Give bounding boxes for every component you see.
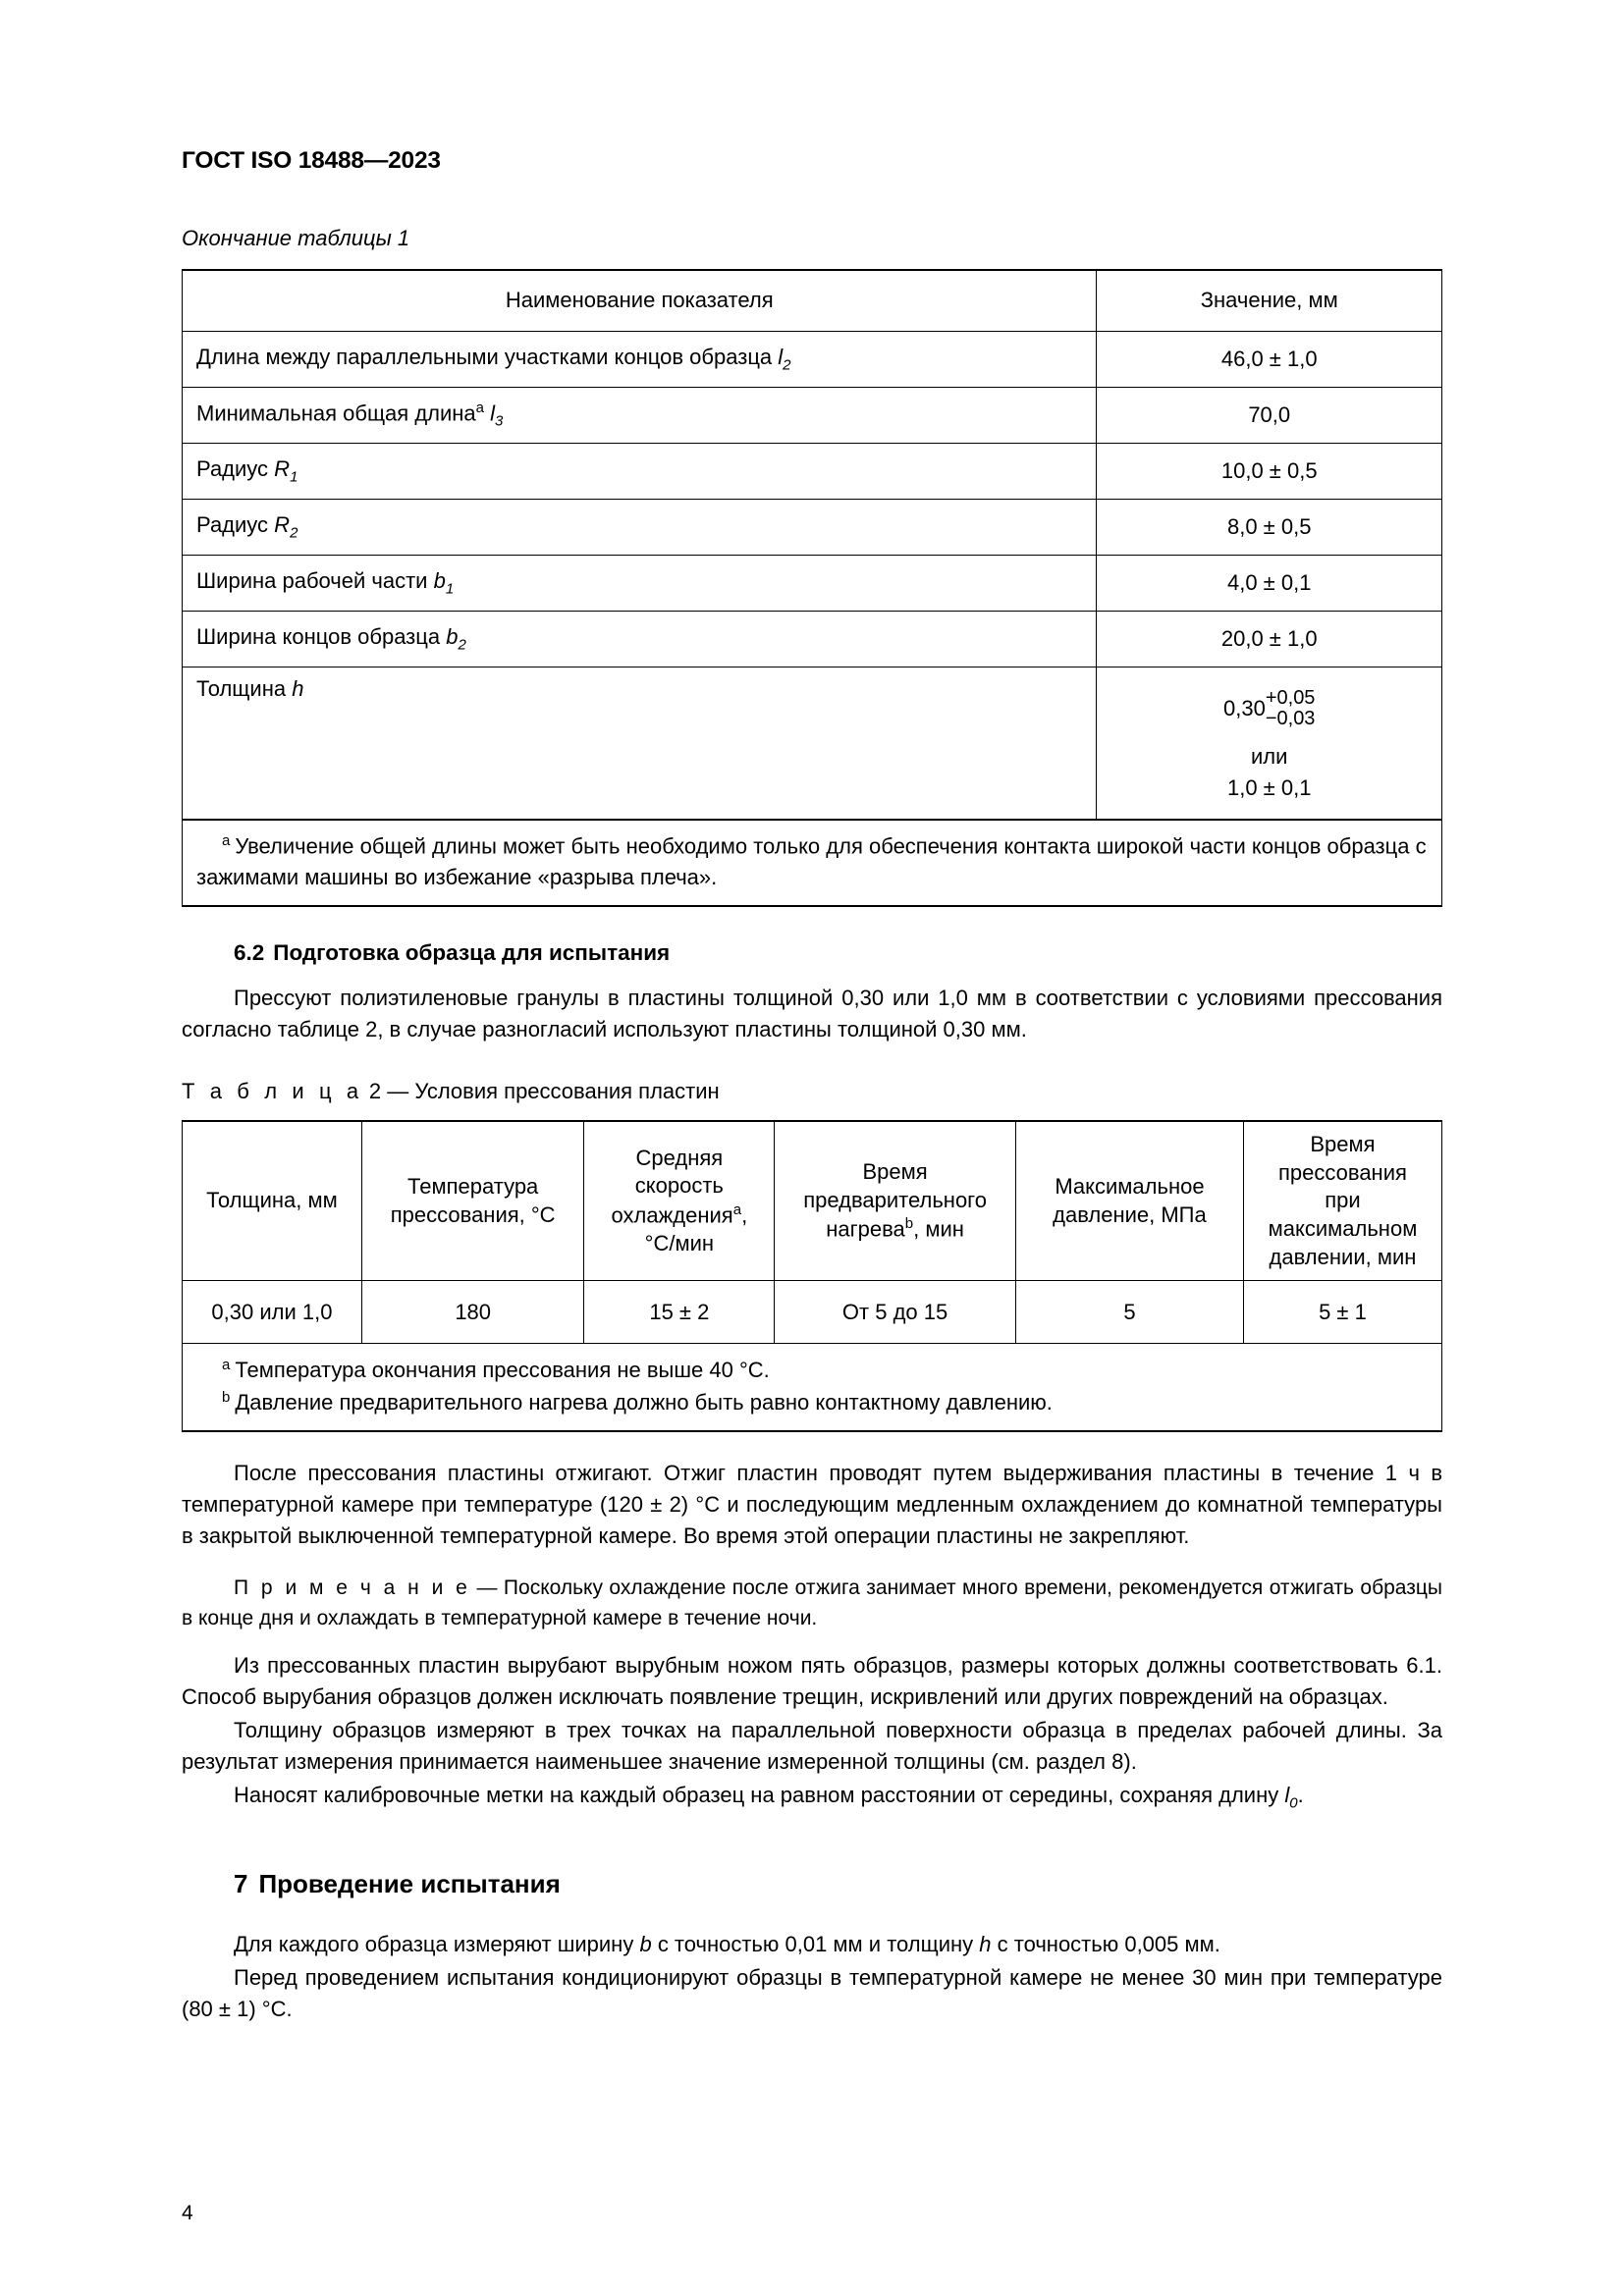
- table2-header-max-pressure: [1015, 1121, 1243, 1280]
- row-symbol-subscript: 2: [458, 636, 466, 654]
- symbol-h: h: [979, 1932, 992, 1957]
- row-symbol: R: [274, 511, 291, 537]
- header-line: прессования, °С: [390, 1201, 556, 1227]
- row-label-text: Длина между параллельными участками концов образца: [196, 344, 779, 369]
- table-row: [183, 667, 1442, 820]
- section-number: 7: [234, 1869, 248, 1899]
- table-2: [182, 1120, 1442, 1432]
- table-row: [183, 387, 1442, 443]
- symbol-l0-subscript: 0: [1289, 1794, 1298, 1812]
- table2-footnotes: [183, 1344, 1442, 1432]
- table1-header-name: Наименование показателя: [183, 270, 1097, 331]
- footnote-text: Температура окончания прессования не выше 40 °С.: [235, 1358, 770, 1383]
- header-line: Средняя скорость: [634, 1145, 724, 1199]
- header-line: ,: [741, 1202, 748, 1228]
- paragraph-text: Наносят калибровочные метки на каждый образец на равном расстоянии от середины, сохраняя длину: [234, 1783, 1285, 1808]
- footnote-marker-b: b: [904, 1215, 914, 1233]
- table-row: [183, 331, 1442, 387]
- header-line: давлении, мин: [1269, 1244, 1417, 1269]
- paragraph-cutting: Из прессованных пластин вырубают вырубным ножом пять образцов, размеры которых должны соответствовать 6.1. Способ вырубания образцов должен исключать появление трещин, искривлений или других повреждений на образцах.: [182, 1653, 1442, 1710]
- table2-header-cooling-rate: [584, 1121, 775, 1280]
- table2-caption: [182, 1079, 1442, 1104]
- table1-header-value: Значение, мм: [1097, 270, 1442, 331]
- table-1-continuation: [182, 269, 1442, 907]
- paragraph-annealing: После прессования пластины отжигают. Отжиг пластин проводят путем выдерживания пластины в течение 1 ч в температурной камере при температуре (120 ± 2) °С и последующим медленным охлаждением до комнатной температуры в закрытой выключенной температурной камере. Во время этой операции пластины не закрепляют.: [182, 1461, 1442, 1549]
- footnote-text: Увеличение общей длины может быть необходимо только для обеспечения контакта широкой части концов образца с зажимами машины во избежание «разрыва плеча».: [196, 833, 1427, 890]
- footnote-marker-a: a: [475, 400, 485, 417]
- footnote-marker-a: a: [222, 1356, 231, 1373]
- table1-row-name: [183, 443, 1097, 499]
- row-label-text: Минимальная общая длина: [196, 400, 476, 426]
- table2-header-press-time: [1243, 1121, 1441, 1280]
- header-line: Время: [862, 1159, 928, 1185]
- table2-cell-preheat-time: От 5 до 15: [775, 1281, 1016, 1344]
- table1-row-name: [183, 387, 1097, 443]
- thickness-base-value: 0,30: [1223, 695, 1266, 721]
- section-title: Подготовка образца для испытания: [273, 940, 671, 966]
- note-text: — Поскольку охлаждение после отжига занимает много времени, рекомендуется отжигать образцы в конце дня и охлаждать в температурной камере в течение ночи.: [182, 1576, 1442, 1629]
- header-line: максимальном: [1268, 1215, 1418, 1241]
- table1-row-value-thickness: [1097, 667, 1442, 820]
- table-row: [183, 270, 1442, 331]
- section-title: Проведение испытания: [258, 1869, 561, 1899]
- table2-header-temperature: [361, 1121, 584, 1280]
- table-row: [183, 555, 1442, 611]
- table1-row-value: 8,0 ± 0,5: [1097, 499, 1442, 555]
- paragraph-measure-width: [182, 1929, 1442, 1960]
- table1-row-value: 4,0 ± 0,1: [1097, 555, 1442, 611]
- table2-cell-temperature: 180: [361, 1281, 584, 1344]
- row-label-text: Радиус: [196, 511, 275, 537]
- header-line: прессования: [1278, 1159, 1407, 1185]
- header-line: Время: [1310, 1132, 1376, 1157]
- paragraph-text: с точностью 0,005 мм.: [991, 1932, 1220, 1957]
- table1-footnote-row: [183, 820, 1442, 906]
- footnote-marker-a: a: [222, 832, 231, 850]
- table2-cell-thickness: 0,30 или 1,0: [183, 1281, 362, 1344]
- table2-caption-label: Т а б л и ц а: [182, 1079, 363, 1104]
- row-symbol: b: [446, 623, 459, 649]
- symbol-b: b: [639, 1932, 652, 1957]
- row-symbol-subscript: 2: [783, 356, 791, 374]
- table2-cell-press-time: 5 ± 1: [1243, 1281, 1441, 1344]
- paragraph-text: Для каждого образца измеряют ширину: [234, 1932, 640, 1957]
- thickness-tolerance: [1266, 688, 1316, 730]
- tolerance-lower: −0,03: [1265, 708, 1316, 730]
- header-line: Максимальное: [1055, 1174, 1205, 1200]
- table1-row-value: 70,0: [1097, 387, 1442, 443]
- table1-caption: Окончание таблицы 1: [182, 226, 410, 250]
- table1-row-value: 20,0 ± 1,0: [1097, 611, 1442, 667]
- table1-row-name: [183, 331, 1097, 387]
- section-number: 6.2: [234, 940, 265, 966]
- table1-row-name: [183, 555, 1097, 611]
- thickness-or-label: или: [1251, 744, 1288, 770]
- table-row: [183, 499, 1442, 555]
- table-row: [183, 1121, 1442, 1280]
- row-label-text: Радиус: [196, 455, 275, 481]
- table1-row-value: 46,0 ± 1,0: [1097, 331, 1442, 387]
- row-symbol: l: [490, 400, 496, 426]
- footnote-marker-a: a: [732, 1201, 742, 1219]
- table2-footnote-b: [196, 1386, 1428, 1418]
- section-7-heading: [182, 1869, 1442, 1899]
- table2-cell-max-pressure: 5: [1015, 1281, 1243, 1344]
- header-line: °С/мин: [644, 1230, 715, 1255]
- row-symbol-subscript: 2: [290, 524, 298, 542]
- table-row: [183, 611, 1442, 667]
- paragraph-text: с точностью 0,01 мм и толщину: [651, 1932, 980, 1957]
- paragraph-gauge-marks: [182, 1780, 1442, 1814]
- header-line: Температура: [407, 1174, 539, 1200]
- header-line: предварительного: [803, 1187, 987, 1212]
- table2-caption-title: — Условия прессования пластин: [387, 1079, 720, 1104]
- section-6-2-heading: [182, 940, 1442, 966]
- table1-row-name-thickness: [183, 667, 1097, 820]
- header-line: охлаждения: [611, 1202, 733, 1228]
- table2-cell-cooling-rate: 15 ± 2: [584, 1281, 775, 1344]
- table1-row-name: [183, 611, 1097, 667]
- footnote-marker-b: b: [222, 1388, 231, 1406]
- table2-header-thickness: [183, 1121, 362, 1280]
- row-label-text: Толщина: [196, 675, 293, 701]
- header-line: при: [1325, 1188, 1361, 1213]
- table-row: [183, 443, 1442, 499]
- paragraph-thickness-measure: Толщину образцов измеряют в трех точках на параллельной поверхности образца в пределах рабочей длины. За результат измерения принимается наименьшее значение измеренной толщины (см. раздел 8).: [182, 1718, 1442, 1775]
- paragraph-note: [182, 1574, 1442, 1633]
- row-symbol-subscript: 1: [445, 580, 455, 598]
- row-symbol-subscript: 3: [495, 412, 504, 430]
- row-symbol: R: [274, 455, 291, 481]
- row-symbol-subscript: 1: [290, 468, 298, 486]
- row-symbol: b: [433, 567, 446, 593]
- table2-caption-number: 2: [368, 1079, 382, 1104]
- header-line: давление, МПа: [1053, 1201, 1207, 1227]
- thickness-alt-value: 1,0 ± 0,1: [1226, 775, 1312, 801]
- paragraph-text: .: [1297, 1783, 1304, 1808]
- header-line: , мин: [913, 1216, 964, 1242]
- tolerance-upper: +0,05: [1265, 686, 1316, 709]
- table1-row-value: 10,0 ± 0,5: [1097, 443, 1442, 499]
- header-line: нагрева: [826, 1216, 905, 1242]
- symbol-l0: l: [1284, 1783, 1290, 1808]
- note-label: П р и м е ч а н и е: [234, 1576, 471, 1600]
- table-row: [183, 1281, 1442, 1344]
- section-6-2-paragraph: Прессуют полиэтиленовые гранулы в пластины толщиной 0,30 или 1,0 мм в соответствии с условиями прессования согласно таблице 2, в случае разногласий используют пластины толщиной 0,30 мм.: [182, 986, 1442, 1042]
- table2-footnote-a: [196, 1354, 1428, 1386]
- page-number: 4: [182, 2202, 193, 2224]
- footnote-text: Давление предварительного нагрева должно быть равно контактному давлению.: [235, 1390, 1053, 1415]
- document-header: ГОСТ ISO 18488—2023: [182, 147, 441, 174]
- table1-row-name: [183, 499, 1097, 555]
- table1-footnote: [183, 820, 1442, 906]
- row-symbol: h: [292, 675, 304, 701]
- table2-footnote-row: [183, 1344, 1442, 1432]
- row-symbol: l: [778, 344, 784, 369]
- row-label-text: Ширина рабочей части: [196, 567, 434, 593]
- paragraph-conditioning: Перед проведением испытания кондиционируют образцы в температурной камере не менее 30 мин при температуре (80 ± 1) °С.: [182, 1965, 1442, 2022]
- header-line: Толщина, мм: [206, 1188, 338, 1213]
- table2-header-preheat-time: [775, 1121, 1016, 1280]
- row-label-text: Ширина концов образца: [196, 623, 447, 649]
